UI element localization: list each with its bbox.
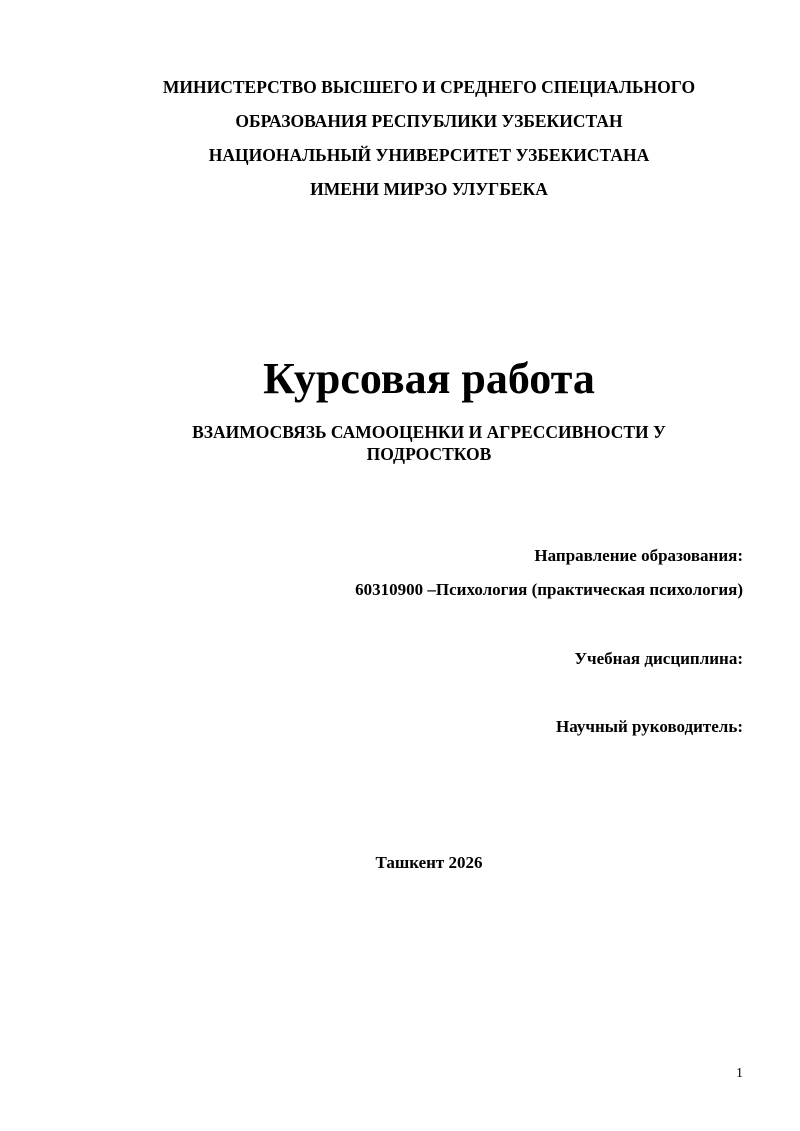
page-number: 1 bbox=[736, 1066, 743, 1081]
document-title: Курсовая работа bbox=[263, 354, 595, 403]
direction-label: Направление образования: bbox=[534, 546, 743, 565]
university-line-2: ИМЕНИ МИРЗО УЛУГБЕКА bbox=[310, 179, 548, 199]
supervisor-label: Научный руководитель: bbox=[556, 717, 743, 736]
university-line-1: НАЦИОНАЛЬНЫЙ УНИВЕРСИТЕТ УЗБЕКИСТАНА bbox=[208, 145, 650, 165]
discipline-label: Учебная дисциплина: bbox=[574, 649, 743, 668]
city-year: Ташкент 2026 bbox=[375, 853, 483, 872]
ministry-line-1: МИНИСТЕРСТВО ВЫСШЕГО И СРЕДНЕГО СПЕЦИАЛЬНОГО bbox=[162, 77, 696, 97]
thesis-topic: ВЗАИМОСВЯЗЬ САМООЦЕНКИ И АГРЕССИВНОСТИ У ПОДРОСТКОВ bbox=[192, 422, 666, 464]
direction-value: 60310900 –Психология (практическая психология) bbox=[355, 580, 743, 599]
ministry-line-2: ОБРАЗОВАНИЯ РЕСПУБЛИКИ УЗБЕКИСТАН bbox=[235, 111, 623, 131]
